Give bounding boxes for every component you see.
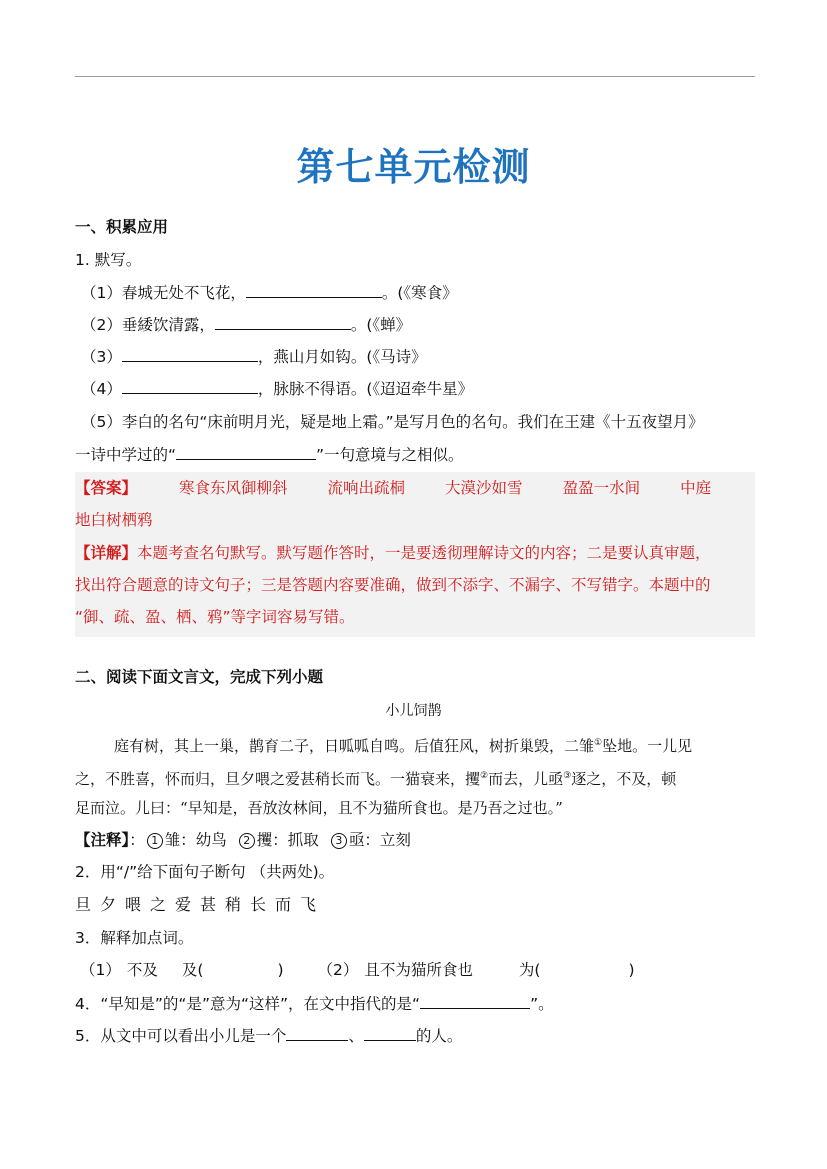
q2-stem: 2．用“/”给下面句子断句 （共两处)。 — [75, 863, 335, 881]
q2-sentence[interactable]: 旦 夕 喂 之 爱 甚 稍 长 而 飞 — [75, 895, 317, 914]
notes: 【注释】： 1 雏：幼鸟 2 攫：抓取 3 亟：立刻 — [75, 831, 411, 849]
q1-item-3: （3） ，燕山月如钩。(《马诗》 — [81, 348, 427, 366]
header-rule — [75, 76, 755, 77]
q1-item-1: （1）春城无处不飞花， 。(《寒食》 — [81, 284, 458, 302]
passage-line-2: 之，不胜喜，怀而归，旦夕喂之爱甚稍长而飞。一猫衰来，攫②而去，儿亟③逐之，不及，顿 — [75, 770, 677, 788]
answer-blank[interactable] — [215, 314, 351, 330]
detail-line-1: 【详解】本题考查名句默写。默写题作答时，一是要透彻理解诗文的内容；二是要认真审题， — [75, 544, 711, 562]
answer-tag: 【答案】 — [75, 479, 138, 497]
note-number-3: 3 — [331, 833, 347, 849]
q1-item-5-line1: （5）李白的名句“床前明月光，疑是地上霜。”是写月色的名句。我们在王建《十五夜望月》 — [81, 413, 704, 431]
passage-line-1: 庭有树，其上一巢，鹊育二子，日呱呱自鸣。后值狂风，树折巢毁，二雏①坠地。一儿见 — [114, 737, 693, 755]
q1-item-5-line2: 一诗中学过的“ ”一句意境与之相似。 — [75, 446, 464, 464]
answer-blank[interactable] — [420, 993, 530, 1009]
passage-line-3: 足而泣。儿曰：“早知是，吾放汝林间，且不为猫所食也。是乃吾之过也。” — [75, 799, 563, 817]
answer-line-2: 地白树栖鸦 — [75, 511, 153, 529]
answer-blank[interactable] — [286, 1025, 348, 1041]
detail-tag: 【详解】 — [75, 544, 138, 562]
q3-stem: 3．解释加点词。 — [75, 929, 194, 947]
section1-heading: 一、积累应用 — [75, 218, 169, 236]
q1-stem: 1. 默写。 — [75, 251, 142, 269]
q1-item-2: （2）垂緌饮清露， 。(《蝉》 — [81, 316, 412, 334]
answer-blank[interactable] — [176, 444, 316, 460]
passage-title: 小儿饲鹊 — [385, 703, 442, 719]
q3-items: （1） 不及 及( ) （2） 且不为猫所食也 为( ) — [80, 961, 635, 979]
page-title: 第七单元检测 — [296, 145, 531, 189]
q4: 4．“早知是”的“是”意为“这样”，在文中指代的是“ ”。 — [75, 995, 554, 1013]
detail-line-2: 找出符合题意的诗文句子；三是答题内容要准确，做到不添字、不漏字、不写错字。本题中的 — [75, 576, 711, 594]
q1-item-4: （4） ，脉脉不得语。(《迢迢牵牛星》 — [81, 380, 474, 398]
note-number-2: 2 — [239, 833, 255, 849]
q5: 5．从文中可以看出小儿是一个 、 的人。 — [75, 1027, 463, 1045]
answer-line-1: 【答案】 寒食东风御柳斜 流响出疏桐 大漠沙如雪 盈盈一水间 中庭 — [75, 479, 712, 497]
section2-heading: 二、阅读下面文言文，完成下列小题 — [75, 668, 324, 686]
answer-blank[interactable] — [122, 346, 258, 362]
detail-line-3: “御、疏、盈、栖、鸦”等字词容易写错。 — [75, 608, 355, 626]
answer-blank[interactable] — [246, 282, 382, 298]
answer-blank[interactable] — [364, 1025, 416, 1041]
note-number-1: 1 — [147, 833, 163, 849]
answer-blank[interactable] — [122, 378, 258, 394]
